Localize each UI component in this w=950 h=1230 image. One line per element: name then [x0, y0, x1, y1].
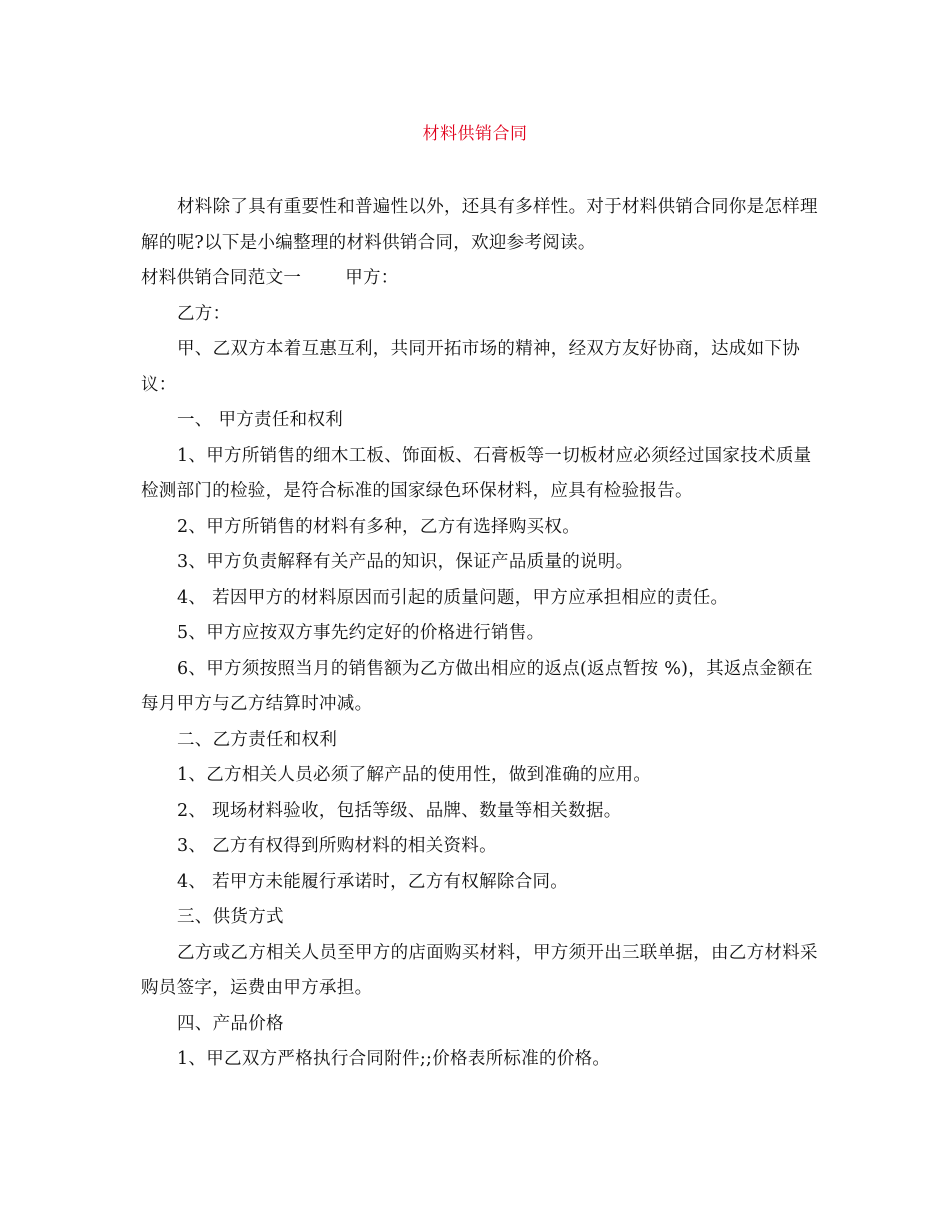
clause-paragraph: 2、甲方所销售的材料有多种，乙方有选择购买权。	[177, 516, 581, 537]
sample-heading-line	[141, 261, 821, 297]
section-heading: 一、 甲方责任和权利	[177, 410, 344, 430]
sample-heading: 材料供销合同范文一	[141, 268, 302, 288]
section-heading: 三、供货方式	[177, 907, 284, 927]
intro-paragraph: 材料除了具有重要性和普遍性以外，还具有多样性。对于材料供销合同你是怎样理解的呢?以下是小编整理的材料供销合同，欢迎参考阅读。	[141, 197, 818, 253]
clause-paragraph: 1、甲乙双方严格执行合同附件;;价格表所标准的价格。	[177, 1049, 611, 1069]
clause-paragraph: 6、甲方须按照当月的销售额为乙方做出相应的返点(返点暂按 %)，其返点金额在每月甲方与乙方结算时冲减。	[141, 658, 813, 714]
clause-paragraph: 4、 若甲方未能履行承诺时，乙方有权解除合同。	[177, 871, 569, 892]
clause-paragraph: 1、甲方所销售的细木工板、饰面板、石膏板等一切板材应必须经过国家技术质量检测部门的检验，是符合标准的国家绿色环保材料，应具有检验报告。	[141, 445, 812, 501]
clause-paragraph: 乙方或乙方相关人员至甲方的店面购买材料，甲方须开出三联单据，由乙方材料采购员签字，运费由甲方承担。	[141, 942, 818, 998]
document-title: 材料供销合同	[422, 124, 528, 144]
preamble-paragraph: 甲、乙双方本着互惠互利，共同开拓市场的精神，经双方友好协商，达成如下协议：	[141, 339, 800, 395]
clause-paragraph: 3、 乙方有权得到所购材料的相关资料。	[177, 836, 497, 856]
section-heading: 四、产品价格	[177, 1013, 284, 1034]
clause-paragraph: 5、甲方应按双方事先约定好的价格进行销售。	[177, 623, 545, 643]
party-b-label: 乙方：	[177, 303, 231, 324]
section-heading: 二、乙方责任和权利	[177, 729, 338, 750]
document-body	[141, 190, 821, 1078]
party-a-label: 甲方：	[345, 268, 399, 288]
clause-paragraph: 4、 若因甲方的材料原因而引起的质量问题，甲方应承担相应的责任。	[177, 587, 729, 608]
clause-paragraph: 1、乙方相关人员必须了解产品的使用性，做到准确的应用。	[177, 765, 652, 785]
clause-paragraph: 2、 现场材料验收，包括等级、品牌、数量等相关数据。	[177, 800, 622, 821]
clause-paragraph: 3、甲方负责解释有关产品的知识，保证产品质量的说明。	[177, 552, 634, 572]
